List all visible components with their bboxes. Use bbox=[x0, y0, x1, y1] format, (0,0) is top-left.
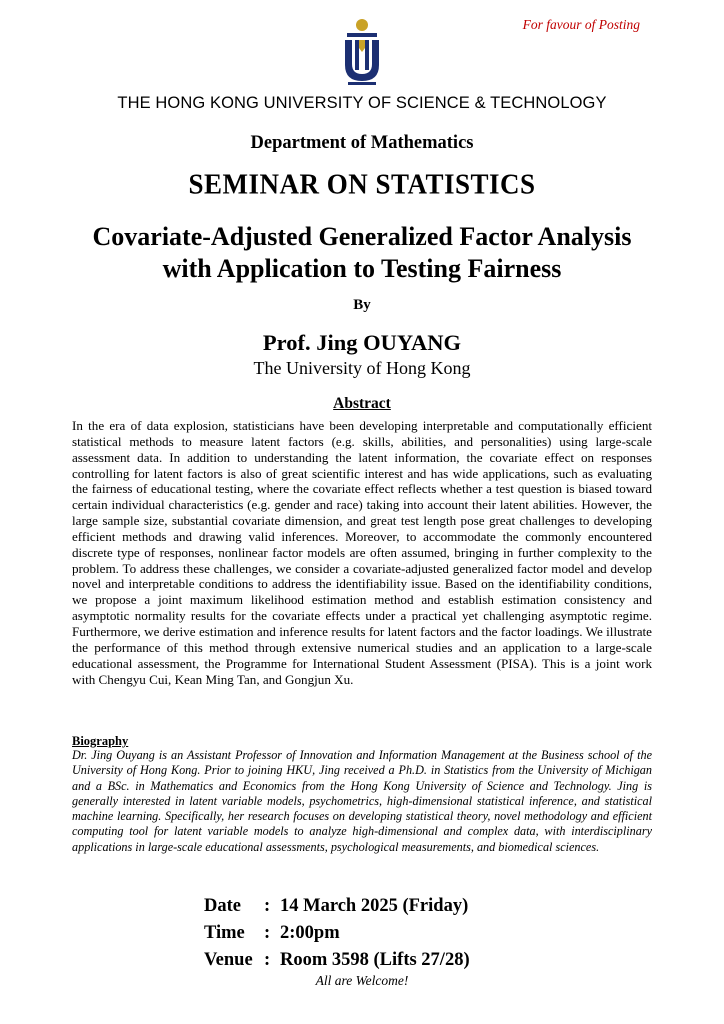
posting-note: For favour of Posting bbox=[522, 17, 640, 32]
time-row bbox=[204, 920, 470, 947]
date-row bbox=[204, 893, 470, 920]
university-name: THE HONG KONG UNIVERSITY OF SCIENCE & TECHNOLOGY bbox=[117, 94, 607, 112]
talk-title bbox=[40, 221, 684, 285]
venue-label: Venue bbox=[204, 950, 253, 970]
by-label: By bbox=[353, 297, 371, 313]
time-label: Time bbox=[204, 923, 245, 943]
venue-row bbox=[204, 947, 470, 974]
talk-title-line-2: with Application to Testing Fairness bbox=[162, 254, 562, 283]
venue-colon: : bbox=[264, 950, 271, 970]
department-name: Department of Mathematics bbox=[250, 133, 474, 153]
date-colon: : bbox=[264, 896, 271, 916]
biography-heading: Biography bbox=[72, 734, 129, 748]
time-value: 2:00pm bbox=[280, 923, 340, 943]
speaker-affiliation: The University of Hong Kong bbox=[253, 358, 471, 378]
seminar-series-title: SEMINAR ON STATISTICS bbox=[188, 168, 536, 200]
abstract-heading: Abstract bbox=[333, 395, 391, 412]
seminar-details bbox=[204, 893, 470, 974]
date-label: Date bbox=[204, 896, 241, 916]
speaker-name: Prof. Jing OUYANG bbox=[262, 330, 462, 355]
date-value: 14 March 2025 (Friday) bbox=[280, 896, 469, 916]
talk-title-line-1: Covariate-Adjusted Generalized Factor Analysis bbox=[92, 222, 632, 251]
biography-text: Dr. Jing Ouyang is an Assistant Professor of Innovation and Information Management at the Business school of the University of Hong Kong. Prior to joining HKU, Jing received a Ph.D. in Statistics from the University of Michigan and a BSc. in Mathematics and Economics from the Hong Kong University of Science and Technology. Jing is generally interested in latent variable models, psychometrics, high-dimensional statistical inference, and statistical machine learning. Specifically, her research focuses on developing statistical theory, novel methodology and efficient computing tool for latent variable models to analyze high-dimensional and complex data, with interdisciplinary applications in large-scale educational assessments, psychological measurements, and biomedical sciences. bbox=[72, 748, 652, 854]
venue-value: Room 3598 (Lifts 27/28) bbox=[280, 950, 470, 970]
hkust-logo-icon bbox=[340, 18, 384, 86]
welcome-note: All are Welcome! bbox=[315, 973, 409, 988]
time-colon: : bbox=[264, 923, 271, 943]
abstract-text: In the era of data explosion, statisticians have been developing interpretable and computationally efficient statistical methods to measure latent factors (e.g. skills, abilities, and personalities) using large-scale assessment data. In addition to understanding the latent information, the covariate effect on responses controlling for latent factors is also of great scientific interest and has wide applications, such as evaluating the fairness of educational testing, where the covariate effect reflects whether a test question is biased toward certain individual characteristics (e.g. gender and race) taking into account their latent abilities. However, the large sample size, substantial covariate dimension, and great test length pose great challenges to developing efficient methods and drawing valid inferences. Moreover, to accommodate the commonly encountered discrete type of responses, nonlinear factor models are often assumed, bringing in further complexity to the problem. To address these challenges, we consider a covariate-adjusted generalized factor model and develop novel and interpretable conditions to address the identifiability issue. Based on the identifiability conditions, we propose a joint maximum likelihood estimation method and establish estimation consistency and asymptotic normality results for the covariate effects under a practical yet challenging asymptotic regime. Furthermore, we derive estimation and inference results for latent factors and the factor loadings. We illustrate the performance of this method through extensive numerical studies and an application to a large-scale educational assessment, the Programme for International Student Assessment (PISA). This is a joint work with Chengyu Cui, Kean Ming Tan, and Gongjun Xu. bbox=[72, 418, 652, 687]
